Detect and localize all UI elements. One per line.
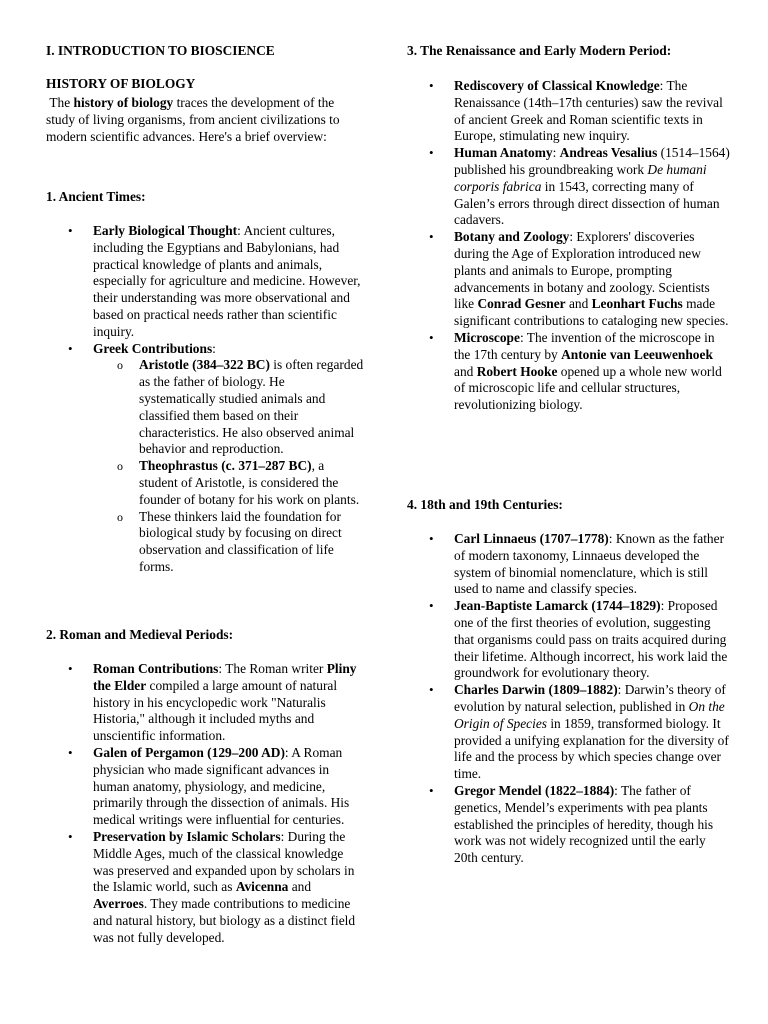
list-item-galen: • Galen of Pergamon (129–200 AD): A Roman physician who made significant advances in human anatomy, physiology, and medicine, primarily through the dissection of animals. His medical writings were influential for centuries. — [46, 745, 364, 829]
list-item-greek: • Greek Contributions: o Aristotle (384–322 BC) is often regarded as the father of biology. He systematically studied animals and classified them based on their characteristics. He also observed animal behavior and reproduction. o Theophrastus (c. 371–287 BC), a student of Aristotle, is considered the founder of botany for his work on plants. o These thinkers laid the foundation for biological study by focusing on direct observation and classification of life forms. — [46, 341, 364, 576]
list-item-rediscovery: • Rediscovery of Classical Knowledge: The Renaissance (14th–17th centuries) saw the revival of ancient Greek and Roman scientific texts in Europe, stimulating new inquiry. — [407, 78, 732, 145]
list-item-islamic: • Preservation by Islamic Scholars: During the Middle Ages, much of the classical knowledge was preserved and expanded upon by scholars in the Islamic world, such as Avicenna and Averroes. They made contributions to medicine and natural history, but biology as a distinct field was not fully developed. — [46, 829, 364, 947]
section-roman-medieval-heading: 2. Roman and Medieval Periods: — [46, 627, 234, 642]
list-item-mendel: • Gregor Mendel (1822–1884): The father of genetics, Mendel’s experiments with pea plants established the principles of heredity, though his work was not widely recognized until the early 20th century. — [407, 783, 732, 867]
section-ancient-times-heading: 1. Ancient Times: — [46, 189, 146, 204]
sublist-item-thinkers: o These thinkers laid the foundation for biological study by focusing on direct observation and classification of life forms. — [93, 509, 364, 576]
section-renaissance-heading: 3. The Renaissance and Early Modern Period: — [407, 43, 672, 58]
list-item-human-anatomy: • Human Anatomy: Andreas Vesalius (1514–1564) published his groundbreaking work De humani corporis fabrica in 1543, correcting many of Galen’s errors through direct dissection of human cadavers. — [407, 145, 732, 229]
greek-sublist — [93, 357, 364, 575]
roman-medieval-list — [46, 661, 364, 947]
list-item-microscope: • Microscope: The invention of the microscope in the 17th century by Antonie van Leeuwenhoek and Robert Hooke opened up a whole new world of microscopic life and cellular structures, revolutionizing biology. — [407, 330, 732, 414]
list-item-lamarck: • Jean-Baptiste Lamarck (1744–1829): Proposed one of the first theories of evolution, suggesting that organisms could pass on traits acquired during their lifetime. Although incorrect, his work laid the groundwork for evolutionary theory. — [407, 598, 732, 682]
renaissance-list — [407, 78, 732, 414]
list-item-darwin: • Charles Darwin (1809–1882): Darwin’s theory of evolution by natural selection, published in On the Origin of Species in 1859, transformed biology. It provided a unifying explanation for the diversity of life and the process by which species change over time. — [407, 682, 732, 783]
list-item-botany-zoology: • Botany and Zoology: Explorers' discoveries during the Age of Exploration introduced new plants and animals to Europe, prompting advancements in botany and zoology. Scientists like Conrad Gesner and Leonhart Fuchs made significant contributions to cataloging new species. — [407, 229, 732, 330]
list-item-early-thought: • Early Biological Thought: Ancient cultures, including the Egyptians and Babylonians, had practical knowledge of plants and animals, especially for agriculture and medicine. However, their understanding was more observational and based on practical needs rather than scientific inquiry. — [46, 223, 364, 341]
list-item-roman: • Roman Contributions: The Roman writer Pliny the Elder compiled a large amount of natural history in his encyclopedic work "Naturalis Historia," although it included myths and unscientific information. — [46, 661, 364, 745]
subtitle: HISTORY OF BIOLOGY — [46, 76, 196, 91]
centuries-list — [407, 531, 732, 867]
ancient-times-list — [46, 223, 364, 576]
sublist-item-aristotle: o Aristotle (384–322 BC) is often regarded as the father of biology. He systematically studied animals and classified them based on their characteristics. He also observed animal behavior and reproduction. — [93, 357, 364, 458]
intro-paragraph: The history of biology traces the development of the study of living organisms, from ancient civilizations to modern scientific advances. Here's a brief overview: — [46, 95, 340, 144]
main-title: I. INTRODUCTION TO BIOSCIENCE — [46, 43, 275, 58]
section-18th-19th-heading: 4. 18th and 19th Centuries: — [407, 497, 563, 512]
sublist-item-theophrastus: o Theophrastus (c. 371–287 BC), a student of Aristotle, is considered the founder of botany for his work on plants. — [93, 458, 364, 508]
list-item-linnaeus: • Carl Linnaeus (1707–1778): Known as the father of modern taxonomy, Linnaeus developed the system of binomial nomenclature, which is still used to name and classify species. — [407, 531, 732, 598]
